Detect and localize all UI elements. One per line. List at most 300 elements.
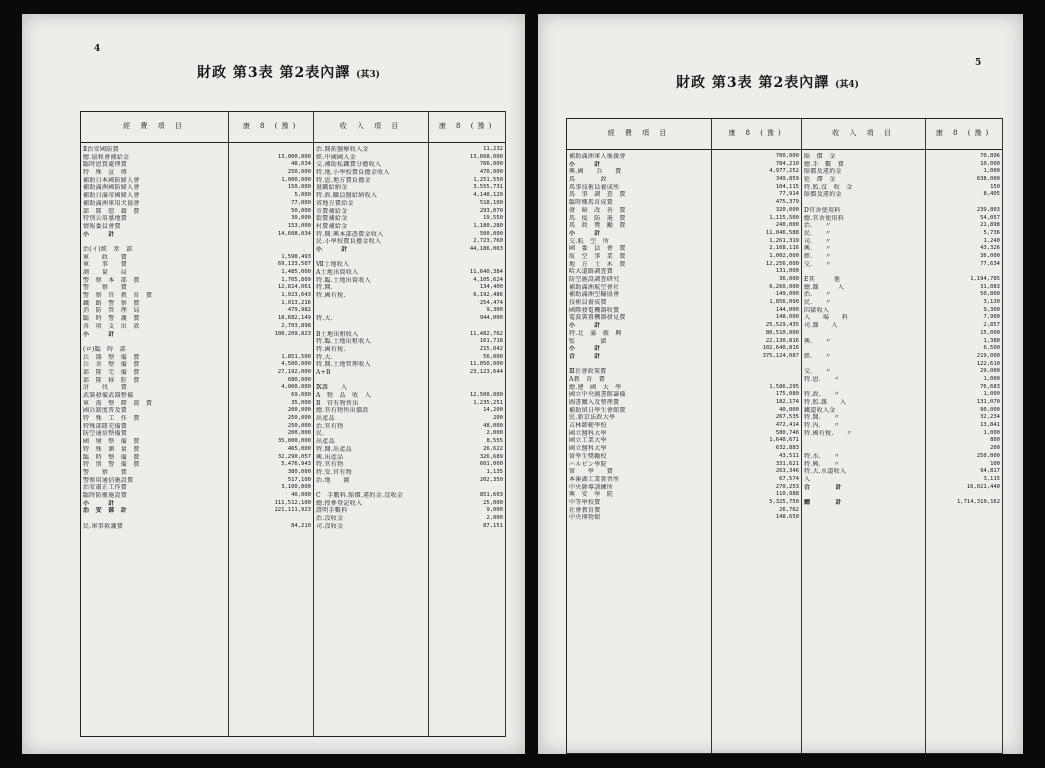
ledger-line: 1,261,319	[769, 237, 799, 244]
ledger-line: 240,000	[775, 222, 799, 229]
ledger-line: 32,290,057	[277, 453, 311, 460]
ledger-line	[714, 368, 799, 376]
header-expense-item: 經 費 項 目	[81, 112, 229, 143]
ledger-line: 2,168,116	[769, 245, 799, 252]
ledger-line: 293,070	[479, 207, 503, 214]
ledger-line: 圖書購入及整理費	[569, 399, 620, 406]
ledger-line: 25,000	[483, 499, 503, 506]
ledger-line: 40,000	[291, 491, 311, 498]
ledger-line: 27,192,000	[277, 368, 311, 375]
ledger-line: 67,574	[779, 475, 799, 482]
ledger-line	[431, 323, 503, 331]
ledger-line: 94,817	[980, 468, 1000, 475]
ledger-line: 766,000	[479, 161, 503, 168]
ledger-line: 6,260,000	[769, 283, 799, 290]
ledger-line: 131,070	[976, 399, 1000, 405]
ledger-line: 470,000	[479, 169, 503, 176]
ledger-line: 12,500,000	[469, 392, 503, 398]
ledger-line: 148,650	[775, 514, 799, 521]
ledger-table	[80, 111, 506, 737]
ledger-line: 特.臨.土地出租收入	[316, 338, 371, 346]
ledger-line: A土地出資收入	[316, 269, 359, 276]
ledger-line: 700,000	[775, 153, 799, 159]
ledger-line: 40,000	[779, 406, 799, 413]
ledger-line	[316, 300, 426, 308]
ledger-line: 民.小學校費負擔金收入	[316, 238, 382, 246]
ledger-line: 賠償及違約金	[804, 191, 842, 199]
ledger-line: 治.官有物	[316, 422, 344, 430]
ledger-line: 90,000	[980, 406, 1000, 413]
ledger-line: 治. 〃	[804, 291, 832, 299]
ledger-line: Ⅶ土地收入	[316, 261, 350, 269]
ledger-line: 小 計	[83, 330, 115, 338]
ledger-line: 小 計	[316, 245, 348, 253]
ledger-line: 680,000	[287, 376, 311, 383]
ledger-line: 267,535	[775, 414, 799, 421]
ledger-line	[804, 199, 923, 207]
ledger-line: 軍 事 費	[83, 261, 128, 269]
ledger-line: 1,115,500	[769, 214, 799, 221]
ledger-line: 35,000	[291, 399, 311, 406]
ledger-line: 特.監.雜 入	[804, 399, 847, 406]
ledger-line: 2,000	[486, 515, 503, 521]
ledger-line: 出產品	[316, 438, 335, 446]
ledger-line: 1,194,785	[970, 276, 1000, 282]
ledger-line: 馬 政	[569, 176, 607, 184]
ledger-line: 發 暗 改 善 費	[569, 206, 626, 214]
ledger-line: 250,000	[287, 415, 311, 422]
ledger-line: 5,736	[983, 229, 1000, 236]
ledger-line: 475,379	[775, 199, 799, 206]
ledger-line: 補助日滿帝國婦人會	[83, 192, 140, 200]
ledger-line: C 手數料.賠償.違約金.沒收金	[316, 491, 404, 499]
ledger-line	[83, 515, 226, 523]
ledger-line: 43,511	[779, 452, 799, 459]
ledger-line: 吉林師範學校	[569, 422, 607, 430]
ledger-line: 1,235,251	[473, 399, 503, 406]
ledger-line: 留 學 費	[569, 468, 614, 476]
ledger-line: 延 滯 金	[804, 176, 836, 184]
ledger-line: 18,682,149	[277, 315, 311, 322]
ledger-line: 5,476,943	[281, 461, 311, 468]
ledger-line: 1,380	[983, 337, 1000, 344]
ledger-line: 省地方費給金	[316, 199, 354, 207]
ledger-line: 102,640,816	[762, 345, 799, 352]
ledger-line: 賠 償 金	[804, 153, 836, 160]
ledger-line	[231, 338, 311, 346]
ledger-line: 77,634	[980, 260, 1000, 267]
ledger-line: 349,859	[775, 176, 799, 183]
page-number: 4	[94, 44, 101, 54]
ledger-line: 部 隊 移 駐 費	[83, 376, 140, 384]
ledger-line: 48,000	[483, 422, 503, 429]
ledger-line: 10,000	[980, 160, 1000, 167]
ledger-line: 總.官有物售出價款	[316, 407, 369, 415]
ledger-line: 監 獄	[569, 337, 607, 345]
ledger-line: 175,080	[775, 391, 799, 398]
body-row	[81, 143, 506, 737]
ledger-line: 69,133,507	[277, 261, 311, 268]
ledger-line: 測 量 局	[83, 269, 128, 276]
ledger-line: 25,529,435	[765, 322, 799, 329]
ledger-line: 26,622	[483, 445, 503, 452]
ledger-line: 特殊部隊充備費	[83, 422, 128, 430]
ledger-line: 31,083	[980, 283, 1000, 290]
ledger-line: 總.建 國 大 學	[569, 383, 622, 391]
ledger-line: 武裝發備武器整備	[83, 392, 134, 399]
ledger-line: 84,210	[291, 522, 311, 529]
ledger-line: 治.地 圖	[316, 476, 350, 484]
ledger-line: 馬 疫 防 遏 費	[569, 214, 626, 222]
ledger-line: 特.官有物	[316, 461, 344, 469]
ledger-line: 特 殊 宣 傳	[83, 169, 128, 177]
ledger-line: 50,800	[980, 291, 1000, 298]
ledger-line: 航 空 事 業 費	[569, 252, 626, 260]
ledger-line: 情報委員會費	[83, 222, 121, 230]
ledger-line	[431, 254, 503, 262]
ledger-line: 特.臨.土地出資收入	[316, 276, 371, 284]
ledger-line: 108,209,823	[274, 330, 311, 337]
ledger-line	[431, 377, 503, 385]
ledger-line: 總.手 數 費	[804, 160, 845, 168]
ledger-line: 1,856,090	[769, 299, 799, 306]
ledger-line: 1,240	[983, 237, 1000, 244]
ledger-line: 警 察 本 部 費	[83, 276, 140, 284]
ledger-line	[431, 484, 503, 492]
ledger-line: 司.雜 入	[804, 322, 838, 330]
ledger-line: 特.國有稅.	[316, 292, 346, 300]
ledger-line	[231, 515, 311, 523]
ledger-line	[804, 361, 923, 369]
ledger-line: 131,000	[775, 268, 799, 275]
ledger-line: 國立醫科大學	[569, 445, 607, 453]
ledger-line	[431, 261, 503, 269]
ledger-line: 77,914	[779, 191, 799, 198]
ledger-line: 小 計	[569, 322, 601, 330]
ledger-line: 320,000	[775, 206, 799, 213]
ledger-line: 合 計	[804, 483, 842, 491]
ledger-line	[231, 238, 311, 246]
header-revenue-item: 收 入 項 目	[802, 119, 926, 150]
ledger-line: 哈大道路調查費	[569, 268, 614, 276]
ledger-line: 1,765,809	[281, 276, 311, 283]
ledger-line: 1,000	[983, 168, 1000, 175]
ledger-line: 電波裝置機器發見費	[569, 314, 626, 322]
ledger-line: 特.興. 〃	[804, 460, 840, 468]
ledger-line: 9,000	[486, 507, 503, 514]
ledger-line: 8,555	[486, 438, 503, 445]
ledger-line: 總 計	[804, 498, 842, 506]
ledger-line	[804, 345, 923, 353]
ledger-line: 2,857	[983, 322, 1000, 329]
ledger-line: 9,300	[983, 306, 1000, 313]
ledger-line: 150	[990, 183, 1000, 190]
left-page	[22, 14, 525, 754]
ledger-line: 興.出產品	[316, 453, 344, 461]
ledger-line: D官舍使用料	[804, 206, 841, 214]
ledger-line: 21,898	[980, 222, 1000, 229]
ledger-line: 13,000,000	[277, 153, 311, 160]
ledger-line: 鐵道收入金	[804, 406, 836, 414]
page-number: 5	[975, 58, 982, 68]
ledger-line: 出產品	[316, 415, 335, 423]
ledger-line: 特.恩.地方費負擔金	[316, 176, 371, 184]
ledger-line: B土地出租收入	[316, 330, 359, 338]
ledger-line: 部 隊 慰 籍 費	[83, 207, 140, 215]
ledger-line: 11,482,762	[469, 330, 503, 337]
ledger-line: 800	[990, 437, 1000, 444]
ledger-line: 警 察 費	[83, 468, 128, 476]
ledger-line: E其 他	[804, 276, 841, 283]
ledger-line: 特 別 警 備 費	[83, 461, 140, 469]
ledger-line: 270,253	[775, 483, 799, 490]
ledger-line	[804, 268, 923, 276]
ledger-line: 6,500	[983, 345, 1000, 352]
ledger-line: 239,803	[976, 206, 1000, 213]
ledger-line: 70,896	[980, 153, 1000, 159]
ledger-line: 防空通信整備費	[83, 430, 128, 438]
ledger-line: 馬 事 調 查 費	[569, 191, 626, 199]
ledger-line: 民. 〃	[804, 229, 832, 237]
ledger-line: 69,000	[291, 392, 311, 398]
ledger-line: 司.沒收金	[316, 522, 344, 530]
ledger-line: 小 計	[569, 229, 601, 237]
ledger-line: 638,000	[976, 176, 1000, 183]
ledger-line: 182,174	[775, 399, 799, 405]
ledger-line: 入 場 料	[804, 314, 849, 322]
ledger-line: 警察用通信施設費	[83, 476, 134, 484]
ledger-line: 治. 〃	[804, 222, 832, 230]
ledger-line: 77,000	[291, 199, 311, 206]
ledger-line	[569, 361, 709, 369]
ledger-line	[804, 437, 923, 445]
ledger-line: 中央博物館	[569, 514, 601, 522]
ledger-line: 治.開拓醫療收入金	[316, 146, 369, 153]
ledger-line: 國立醫科大學	[569, 429, 607, 437]
ledger-line: 202,350	[479, 476, 503, 483]
ledger-line: 517,100	[287, 476, 311, 483]
ledger-line: 地 方 土 木 費	[569, 260, 626, 268]
header-revenue-item: 收 入 項 目	[314, 112, 429, 143]
ledger-line: 鐵 路 警 察 費	[83, 299, 140, 307]
ledger-line: Ⅲ社會政策費	[569, 368, 607, 376]
expense-amounts-column	[712, 150, 802, 754]
ledger-line: 小 計	[83, 499, 115, 507]
ledger-line: 社會教育費	[569, 506, 601, 514]
ledger-line: 76,683	[980, 383, 1000, 390]
ledger-line: 580,746	[775, 429, 799, 436]
ledger-line: 特.開. 〃	[804, 414, 840, 422]
ledger-line: 9,300	[486, 307, 503, 314]
ledger-line: 1,851,500	[281, 353, 311, 360]
ledger-line: 149,000	[775, 291, 799, 298]
ledger-line: 技術員養成費	[569, 299, 607, 307]
ledger-line: 馬 政 獎 勵 費	[569, 222, 626, 230]
ledger-line: 臨 時 整 備 費	[83, 453, 140, 461]
ledger-line: 兵 舍 整 備 費	[83, 361, 140, 369]
ledger-table	[566, 118, 1003, 754]
title-text: 財政 第3表 第2表內譯	[197, 65, 351, 81]
ledger-line: 街費補給金	[316, 215, 348, 223]
ledger-line: 特 殊 測 量 費	[83, 445, 140, 453]
ledger-line: 補助滿洲空輸協會	[569, 291, 620, 299]
ledger-line: 特.內. 〃	[804, 422, 840, 430]
ledger-line: 36,000	[779, 276, 799, 282]
ledger-line: 35,000,000	[277, 438, 311, 445]
ledger-line: 80,510,000	[765, 329, 799, 336]
ledger-line: 補助滿洲軍用犬協會	[83, 199, 140, 207]
ledger-line: 中央師導訓練所	[569, 483, 614, 491]
ledger-line: 經. 〃	[804, 352, 832, 360]
ledger-line: 150,000	[287, 184, 311, 191]
ledger-line: 8,405	[983, 191, 1000, 198]
ledger-line: 討 伐 費	[83, 384, 128, 392]
ledger-line: 250,000	[287, 169, 311, 176]
ledger-line: 11,640,384	[469, 269, 503, 275]
ledger-line: 總.協和會補給金	[83, 153, 130, 161]
ledger-line: 交.補助私鐵費分擔收入	[316, 161, 382, 169]
ledger-line: 29,000	[980, 368, 1000, 375]
ledger-line: 11,232	[483, 146, 503, 152]
header-expense-amount: 康 8 (豫)	[229, 112, 314, 143]
ledger-line: 221,111,923	[274, 507, 311, 514]
ledger-line: 特.恩. 〃	[804, 375, 840, 383]
ledger-line: 326,689	[479, 453, 503, 460]
ledger-line: 特.水. 〃	[804, 452, 840, 460]
ledger-line: 消 防 管 理 局	[83, 307, 140, 315]
ledger-line: 56,000	[483, 353, 503, 360]
title-note: (其3)	[356, 70, 380, 80]
ledger-line: 500,000	[479, 230, 503, 237]
ledger-line: 1,485,000	[281, 269, 311, 275]
ledger-line: 警 察 費	[83, 284, 128, 292]
ledger-line: 證明手數料	[316, 507, 348, 515]
ledger-line: 14,608,034	[277, 230, 311, 237]
ledger-line: 補助滿洲國防婦人會	[83, 184, 140, 192]
ledger-line: 中等學校費	[569, 498, 601, 506]
ledger-line: 1,023,643	[281, 292, 311, 299]
ledger-line: 興.國 兵 費	[569, 168, 622, 176]
ledger-line	[316, 254, 426, 262]
ledger-line: 13,841	[980, 422, 1000, 429]
ledger-line: 4,140,120	[473, 192, 503, 199]
ledger-line	[316, 307, 426, 315]
expense-items-column	[567, 150, 712, 754]
ledger-line: 臨 時 警 護 費	[83, 315, 140, 323]
ledger-line: 1,714,310,162	[956, 498, 1000, 505]
ledger-line: 36,000	[980, 252, 1000, 259]
ledger-line	[231, 246, 311, 254]
ledger-line: 2,000	[486, 430, 503, 437]
ledger-line: 興. 〃	[804, 245, 832, 253]
ledger-line: 交. 〃	[804, 260, 832, 268]
ledger-line: 215,042	[479, 345, 503, 352]
ledger-line: 特.大.水道收入	[804, 468, 847, 476]
ledger-line: 特.開.出產品	[316, 445, 352, 453]
ledger-line: 254,474	[479, 299, 503, 306]
ledger-line: Ⅸ雜 入	[316, 384, 348, 392]
ledger-line: 補助滿洲航空會社	[569, 283, 620, 291]
ledger-line	[431, 384, 503, 392]
ledger-line: 入	[804, 475, 811, 483]
ledger-line	[83, 238, 226, 246]
ledger-line: 1,640,671	[769, 437, 799, 444]
ledger-line: 110,988	[775, 491, 799, 498]
ledger-line: 13,668,000	[469, 153, 503, 160]
ledger-line: 3,555,731	[473, 184, 503, 191]
ledger-line: 留學生獎勵校	[569, 452, 607, 460]
ledger-line: 3,115	[983, 475, 1000, 482]
ledger-line: 44,186,063	[469, 245, 503, 252]
ledger-line: 本溪湖工業實習所	[569, 475, 620, 483]
ledger-line: 國立工業大學	[569, 437, 607, 445]
ledger-line: 14,200	[483, 407, 503, 414]
ledger-line: Ⅱ治安國防費	[83, 146, 119, 153]
ledger-line: 小 計	[569, 160, 601, 168]
ledger-line: 32,234	[980, 414, 1000, 421]
ledger-line: 補助滿洲軍人後援會	[569, 153, 626, 160]
ledger-line	[804, 491, 923, 499]
ledger-line: 200	[990, 445, 1000, 452]
page-title	[676, 72, 859, 92]
expense-items-column	[81, 143, 229, 737]
ledger-line: 總.官舍使用料	[804, 214, 845, 222]
ledger-line: 退職給納金	[316, 184, 348, 192]
header-expense-item: 經 費 項 目	[567, 119, 712, 150]
ledger-line	[316, 484, 426, 492]
ledger-line: 國 委 員 會 費	[569, 245, 626, 253]
ledger-line: 200,000	[287, 407, 311, 414]
ledger-line	[83, 338, 226, 346]
ledger-line: 國立中央圖書館籌備	[569, 391, 626, 399]
ledger-line: 23,123,644	[469, 368, 503, 375]
ledger-line: 3,130	[983, 299, 1000, 306]
ledger-line: 特.政. 〃	[804, 391, 840, 399]
header-row	[81, 112, 506, 143]
ledger-line: 851,603	[479, 491, 503, 498]
ledger-line: 補助留日學生會館費	[569, 406, 626, 414]
ledger-line: 交. 〃	[804, 368, 832, 376]
expense-amounts-column	[229, 143, 314, 737]
ledger-line: 2,723,760	[473, 238, 503, 245]
ledger-line: 50,000	[291, 207, 311, 214]
ledger-line: 治(イ)經 常 部	[83, 245, 133, 253]
ledger-line: 7,900	[983, 314, 1000, 321]
revenue-items-column	[314, 143, 429, 737]
ledger-line: 特.開.土地管理收入	[316, 361, 371, 369]
ledger-line: 特別公用墓地費	[83, 215, 128, 223]
ledger-line: 11,050,000	[469, 361, 503, 368]
ledger-line: 601,000	[479, 461, 503, 468]
ledger-line: 6,192,486	[473, 292, 503, 299]
ledger-line: 民.軍事救護費	[83, 522, 124, 530]
ledger-line	[316, 377, 426, 385]
ledger-line: 465,000	[287, 445, 311, 452]
ledger-line: 市費補給金	[316, 207, 348, 215]
ledger-line: 111,512,100	[274, 499, 311, 506]
ledger-line: 經.中國國入金	[316, 153, 357, 161]
ledger-line: 472,414	[775, 422, 799, 429]
header-revenue-amount: 康 8 (豫)	[429, 112, 506, 143]
ledger-line: 5,000	[294, 192, 311, 199]
ledger-line: 134,400	[479, 284, 503, 291]
header-expense-amount: 康 8 (豫)	[712, 119, 802, 150]
body-row	[567, 150, 1003, 754]
ledger-line: 144,000	[775, 306, 799, 313]
ledger-line: 30,000	[291, 215, 311, 222]
ledger-line: 特.地.小學校費負擔金收入	[316, 169, 390, 177]
ledger-line: A+B	[316, 368, 331, 376]
